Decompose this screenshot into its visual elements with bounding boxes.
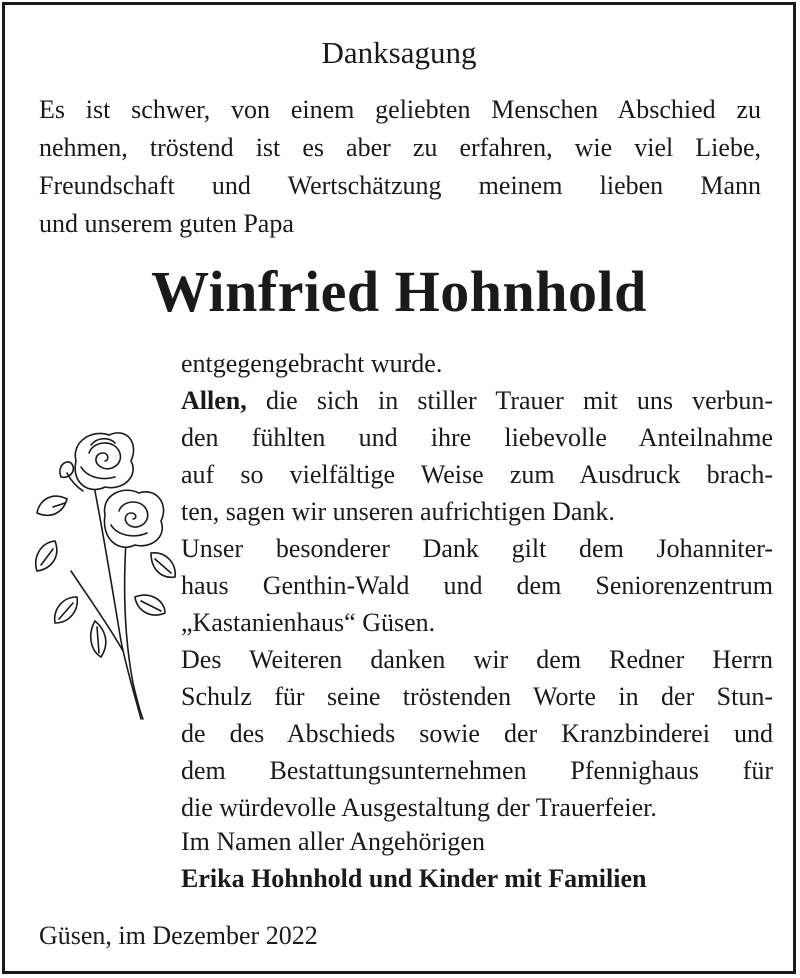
body-line: Des Weiteren danken wir dem Redner Herrn (181, 645, 773, 674)
intro-paragraph (39, 91, 761, 243)
page-title: Danksagung (321, 35, 477, 70)
body-line: Schulz für seine tröstenden Worte in der Stun- (181, 682, 773, 711)
rose-bouquet-icon (31, 421, 181, 721)
body-line: de des Abschieds sowie der Kranzbinderei und (181, 719, 773, 748)
deceased-name: Winfried Hohnhold (151, 259, 647, 324)
body-line: Unser besonderer Dank gilt dem Johanniter- (181, 534, 773, 563)
allen-bold: Allen, (181, 386, 247, 415)
body-line: den fühlten und ihre liebevolle Anteilnahme (181, 423, 773, 452)
body-line: auf so vielfältige Weise zum Ausdruck brach- (181, 460, 773, 489)
obituary-card (2, 2, 796, 974)
body-line: die würdevolle Ausgestaltung der Trauerfeier. (181, 793, 657, 822)
signature-names: Erika Hohnhold und Kinder mit Familien (181, 864, 647, 893)
allen-rest: die sich in stiller Trauer mit uns verbun- (246, 386, 773, 415)
intro-line: Freundschaft und Wertschätzung meinem lieben Mann (39, 171, 761, 200)
body-line: haus Genthin-Wald und dem Seniorenzentrum (181, 571, 773, 600)
signature-prefix: Im Namen aller Angehörigen (181, 827, 485, 856)
signature-block (181, 823, 646, 897)
body-line: „Kastanienhaus“ Güsen. (181, 608, 436, 637)
body-paragraph (181, 345, 773, 826)
body-line: ten, sagen wir unseren aufrichtigen Dank. (181, 497, 615, 526)
place-date: Güsen, im Dezember 2022 (39, 921, 318, 950)
intro-line: und unserem guten Papa (39, 209, 294, 238)
intro-line: Es ist schwer, von einem geliebten Menschen Abschied zu (39, 95, 761, 124)
body-line: dem Bestattungsunternehmen Pfennighaus für (181, 756, 773, 785)
intro-line: nehmen, tröstend ist es aber zu erfahren, wie viel Liebe, (39, 133, 761, 162)
body-line: entgegengebracht wurde. (181, 349, 443, 378)
body-line (181, 382, 773, 419)
